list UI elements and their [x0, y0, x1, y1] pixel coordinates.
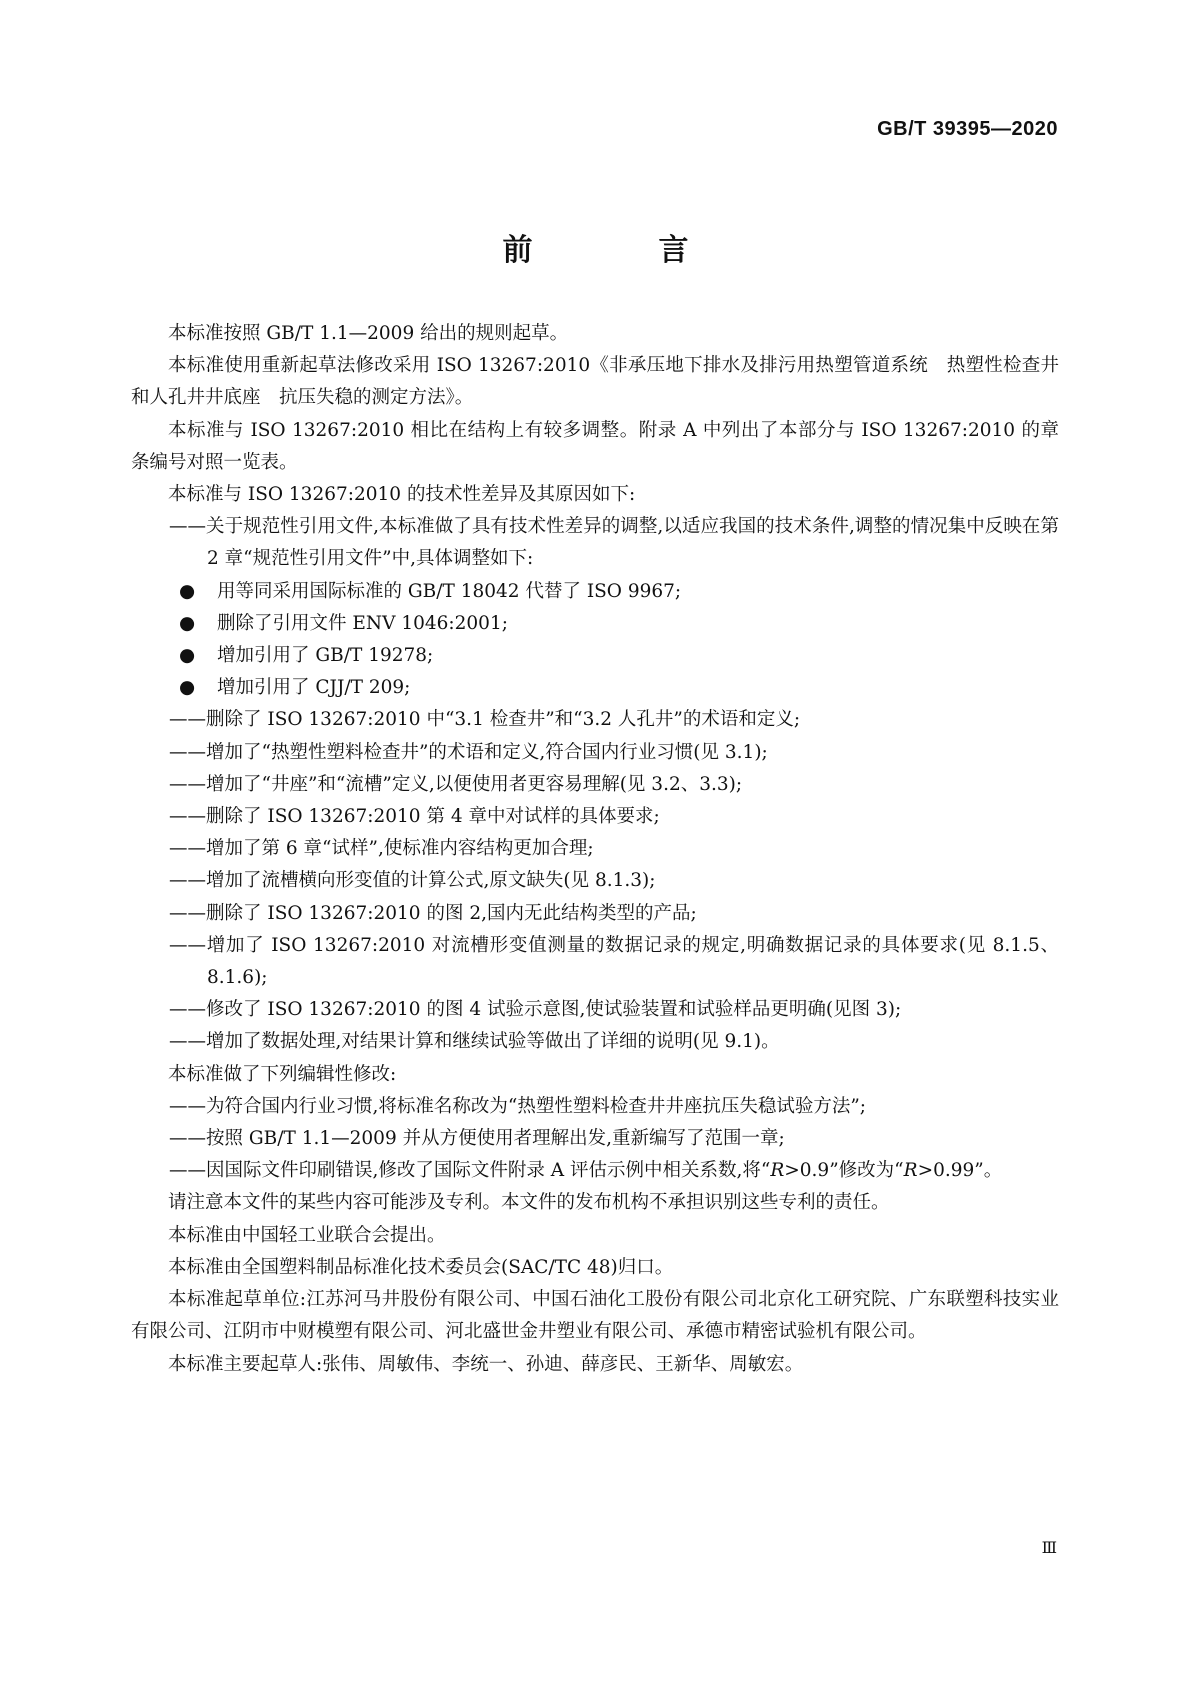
bullet-icon: ● — [179, 645, 196, 667]
page-number: Ⅲ — [1041, 1538, 1057, 1557]
dash-item: ——增加了第 6 章“试样”,使标准内容结构更加合理; — [169, 838, 594, 860]
paragraph-tech-diff-intro: 本标准与 ISO 13267:2010 的技术性差异及其原因如下: — [168, 484, 636, 506]
bullet-icon: ● — [179, 580, 196, 602]
paragraph-drafters: 本标准主要起草人:张伟、周敏伟、李统一、孙迪、薛彦民、王新华、周敏宏。 — [168, 1353, 804, 1375]
dash-item: ——增加了“井座”和“流槽”定义,以便使用者更容易理解(见 3.2、3.3); — [169, 773, 743, 795]
bullet-item — [131, 576, 1059, 608]
dash-item: ——修改了 ISO 13267:2010 的图 4 试验示意图,使试验装置和试验样品更明确(见图 3); — [169, 999, 902, 1021]
bullet-text: 增加引用了 GB/T 19278; — [217, 645, 434, 667]
bullet-item — [131, 608, 1059, 640]
bullet-item — [131, 672, 1059, 704]
bullet-item — [131, 640, 1059, 672]
dash-item: ——增加了数据处理,对结果计算和继续试验等做出了详细的说明(见 9.1)。 — [169, 1031, 780, 1053]
dash-item: ——为符合国内行业习惯,将标准名称改为“热塑性塑料检查井井座抗压失稳试验方法”; — [169, 1095, 867, 1117]
paragraph-drafting-rules: 本标准按照 GB/T 1.1—2009 给出的规则起草。 — [168, 323, 569, 344]
bullet-text: 增加引用了 CJJ/T 209; — [217, 677, 411, 699]
paragraph-proposer: 本标准由中国轻工业联合会提出。 — [168, 1224, 446, 1246]
text-fragment: ——因国际文件印刷错误,修改了国际文件附录 A 评估示例中相关系数,将“ — [169, 1160, 771, 1182]
dash-item: ——增加了“热塑性塑料检查井”的术语和定义,符合国内行业习惯(见 3.1); — [169, 741, 768, 763]
document-body — [131, 318, 1059, 1381]
standard-code: GB/T 39395—2020 — [877, 118, 1058, 140]
variable-r: R — [770, 1160, 785, 1182]
dash-item: ——增加了流槽横向形变值的计算公式,原文缺失(见 8.1.3); — [169, 870, 656, 892]
paragraph-patent-notice: 请注意本文件的某些内容可能涉及专利。本文件的发布机构不承担识别这些专利的责任。 — [168, 1192, 890, 1214]
dash-item: ——按照 GB/T 1.1—2009 并从方便使用者理解出发,重新编写了范围一章; — [169, 1128, 785, 1150]
bullet-icon: ● — [179, 677, 196, 699]
page-title: 前 言 — [502, 233, 737, 268]
bullet-icon: ● — [179, 612, 196, 634]
text-fragment: >0.99”。 — [917, 1160, 1003, 1182]
dash-item: ——增加了 ISO 13267:2010 对流槽形变值测量的数据记录的规定,明确数据记录的具体要求(见 8.1.5、8.1.6); — [169, 934, 1059, 989]
dash-item: ——删除了 ISO 13267:2010 第 4 章中对试样的具体要求; — [169, 806, 660, 828]
paragraph-structure: 本标准与 ISO 13267:2010 相比在结构上有较多调整。附录 A 中列出了本部分与 ISO 13267:2010 的章条编号对照一览表。 — [131, 419, 1059, 473]
dash-item-correlation — [131, 1155, 1059, 1187]
bullet-text: 删除了引用文件 ENV 1046:2001; — [217, 612, 508, 634]
paragraph-adoption: 本标准使用重新起草法修改采用 ISO 13267:2010《非承压地下排水及排污用热塑管道系统 热塑性检查井和人孔井井底座 抗压失稳的测定方法》。 — [131, 355, 1059, 409]
variable-r: R — [903, 1160, 918, 1182]
paragraph-editorial-intro: 本标准做了下列编辑性修改: — [168, 1063, 397, 1085]
dash-item-normative-refs: ——关于规范性引用文件,本标准做了具有技术性差异的调整,以适应我国的技术条件,调整的情况集中反映在第 2 章“规范性引用文件”中,具体调整如下: — [169, 516, 1059, 570]
dash-item: ——删除了 ISO 13267:2010 的图 2,国内无此结构类型的产品; — [169, 902, 697, 924]
paragraph-technical-committee: 本标准由全国塑料制品标准化技术委员会(SAC/TC 48)归口。 — [168, 1256, 674, 1278]
text-fragment: >0.9”修改为“ — [784, 1160, 904, 1182]
dash-item: ——删除了 ISO 13267:2010 中“3.1 检查井”和“3.2 人孔井”的术语和定义; — [169, 709, 801, 731]
bullet-text: 用等同采用国际标准的 GB/T 18042 代替了 ISO 9967; — [217, 580, 682, 602]
paragraph-drafting-units: 本标准起草单位:江苏河马井股份有限公司、中国石油化工股份有限公司北京化工研究院、广东联塑科技实业有限公司、江阴市中财模塑有限公司、河北盛世金井塑业有限公司、承德市精密试验机有限公司。 — [131, 1289, 1059, 1343]
